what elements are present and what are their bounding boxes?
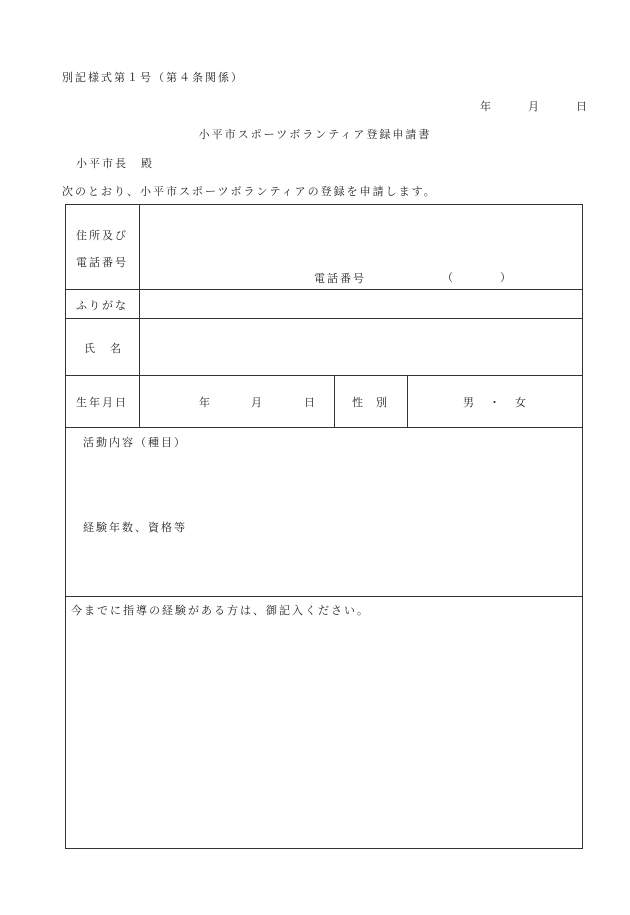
intro-text: 次のとおり、小平市スポーツボランティアの登録を申請します。	[62, 185, 437, 198]
birth-month-label: 月	[251, 396, 264, 409]
activity-label: 活動内容（種目）	[83, 436, 187, 449]
address-label-line1: 住所及び	[76, 229, 128, 242]
date-day-label: 日	[576, 100, 587, 113]
application-date	[480, 98, 587, 114]
row-divider	[66, 318, 582, 319]
birth-day-label: 日	[304, 396, 317, 409]
birth-year-label: 年	[199, 396, 212, 409]
furigana-label: ふりがな	[76, 299, 128, 312]
experience-label: 経験年数、資格等	[83, 521, 187, 534]
row-divider	[66, 289, 582, 290]
birthdate-label: 生年月日	[76, 396, 128, 409]
phone-paren-open: （	[442, 271, 455, 284]
phone-label: 電話番号	[314, 272, 366, 285]
gender-label-first: 性	[352, 396, 365, 409]
column-divider	[407, 375, 408, 427]
row-divider	[66, 596, 582, 597]
name-label-first: 氏	[84, 342, 97, 355]
date-month-label: 月	[528, 100, 539, 113]
column-divider	[334, 375, 335, 427]
address-label-line2: 電話番号	[76, 256, 128, 269]
addressee: 小平市長 殿	[76, 157, 154, 170]
row-divider	[66, 375, 582, 376]
document-title: 小平市スポーツボランティア登録申請書	[198, 128, 432, 141]
application-table	[65, 204, 583, 849]
form-number: 別記様式第１号（第４条関係）	[62, 71, 244, 84]
phone-paren-close: ）	[500, 271, 513, 284]
date-year-label: 年	[480, 100, 491, 113]
label-column-divider	[139, 205, 140, 427]
row-divider	[66, 427, 582, 428]
name-label-second: 名	[110, 342, 123, 355]
coaching-experience-label: 今までに指導の経験がある方は、御記入ください。	[71, 604, 370, 617]
gender-label-second: 別	[376, 396, 389, 409]
gender-options: 男 ・ 女	[463, 396, 528, 409]
